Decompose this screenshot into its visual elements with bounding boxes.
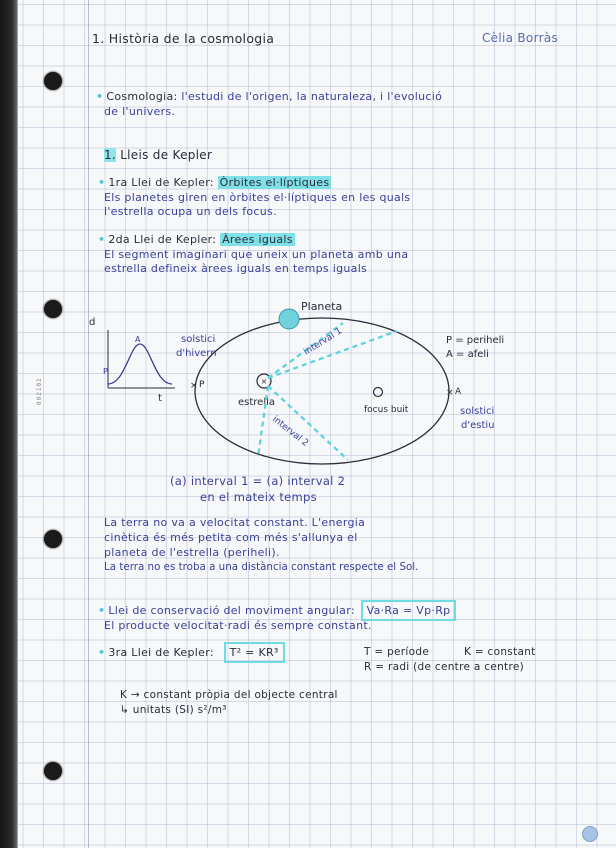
winter-solstice-label-2: d'hivern: [176, 348, 217, 359]
mini-graph-p-label: P: [103, 367, 108, 376]
page-code: 002102: [36, 377, 43, 405]
law2-heading: • 2da Llei de Kepler: Àrees iguals: [98, 233, 293, 246]
perihelion-mark: P: [199, 380, 205, 390]
cosmologia-text-2: de l'univers.: [104, 105, 176, 118]
momentum-heading: • Llei de conservació del moviment angular: Va·Ra = Vp·Rp: [98, 604, 451, 617]
law1-highlight: Òrbites el·líptiques: [219, 176, 330, 189]
law1-label: 1ra Llei de Kepler:: [108, 176, 214, 189]
velocity-note-4: La terra no es troba a una distància constant respecte el Sol.: [104, 561, 419, 573]
law2-text-1: El segment imaginari que uneix un planeta amb una: [104, 248, 409, 261]
law3-def-r: R = radi (de centre a centre): [364, 661, 525, 673]
law3-heading: • 3ra Llei de Kepler: T² = KR³: [98, 646, 279, 659]
velocity-note-3: planeta de l'estrella (periheli).: [104, 546, 280, 559]
law2-text-2: estrella defineix àrees iguals en temps iguals: [104, 262, 368, 275]
legend-afeli: A = afeli: [446, 349, 489, 360]
svg-text:×: ×: [446, 388, 454, 398]
author-name: Cèlia Borràs: [482, 31, 559, 45]
momentum-label: Llei de conservació del moviment angular:: [108, 604, 355, 617]
interval1-label: interval 1: [302, 326, 344, 358]
mini-graph-curve: [108, 344, 172, 384]
law3-def-k: K = constant: [464, 646, 536, 658]
law2-highlight: Àrees iguals: [222, 233, 293, 246]
cosmologia-definition: • Cosmologia: l'estudi de l'origen, la naturaleza, i l'evolució: [96, 90, 443, 103]
momentum-text: El producte velocitat·radi és sempre constant.: [104, 619, 372, 632]
law1-heading: • 1ra Llei de Kepler: Òrbites el·líptiques: [98, 176, 330, 189]
summer-solstice-label-2: d'estiu: [461, 420, 495, 431]
planet-label: Planeta: [301, 300, 343, 313]
k-note-1: K → constant pròpia del objecte central: [120, 689, 338, 701]
law3-label: 3ra Llei de Kepler:: [108, 646, 214, 659]
notebook-logo-icon: [582, 826, 598, 842]
star-label: estrella: [238, 397, 276, 408]
aphelion-mark: A: [455, 387, 462, 397]
summer-solstice-label-1: solstici: [460, 406, 495, 417]
mini-graph-t-label: t: [158, 393, 162, 404]
mini-graph-a-label: A: [135, 335, 141, 344]
svg-text:×: ×: [190, 381, 198, 391]
section-number: 1.: [104, 148, 117, 162]
winter-solstice-label-1: solstici: [181, 334, 216, 345]
law3-formula: T² = KR³: [229, 646, 279, 659]
page-title: 1. Història de la cosmologia: [92, 31, 275, 46]
legend-periheli: P = periheli: [446, 335, 505, 346]
k-note-2: ↳ unitats (SI) s²/m³: [120, 704, 227, 716]
interval-caption-2: en el mateix temps: [200, 490, 317, 504]
empty-focus-icon: [374, 388, 383, 397]
cosmologia-term: Cosmologia:: [106, 90, 178, 103]
law1-text-1: Els planetes giren en òrbites el·líptiques en les quals: [104, 191, 411, 204]
mini-graph-d-label: d: [89, 317, 96, 328]
law3-def-t: T = període: [364, 646, 430, 658]
planet-icon: [279, 309, 299, 329]
cosmologia-text-1: l'estudi de l'origen, la naturaleza, i l'evolució: [181, 90, 443, 103]
section-title: Lleis de Kepler: [120, 148, 213, 162]
svg-text:×: ×: [260, 377, 268, 386]
momentum-formula: Va·Ra = Vp·Rp: [366, 604, 451, 617]
empty-focus-label: focus buit: [364, 405, 409, 415]
velocity-note-2: cinètica és més petita com més s'allunya el: [104, 531, 358, 544]
interval-caption-1: (a) interval 1 = (a) interval 2: [170, 474, 346, 488]
law2-label: 2da Llei de Kepler:: [108, 233, 217, 246]
law1-text-2: l'estrella ocupa un dels focus.: [104, 205, 277, 218]
interval2-label: interval 2: [270, 414, 311, 449]
velocity-note-1: La terra no va a velocitat constant. L'energia: [104, 516, 366, 529]
